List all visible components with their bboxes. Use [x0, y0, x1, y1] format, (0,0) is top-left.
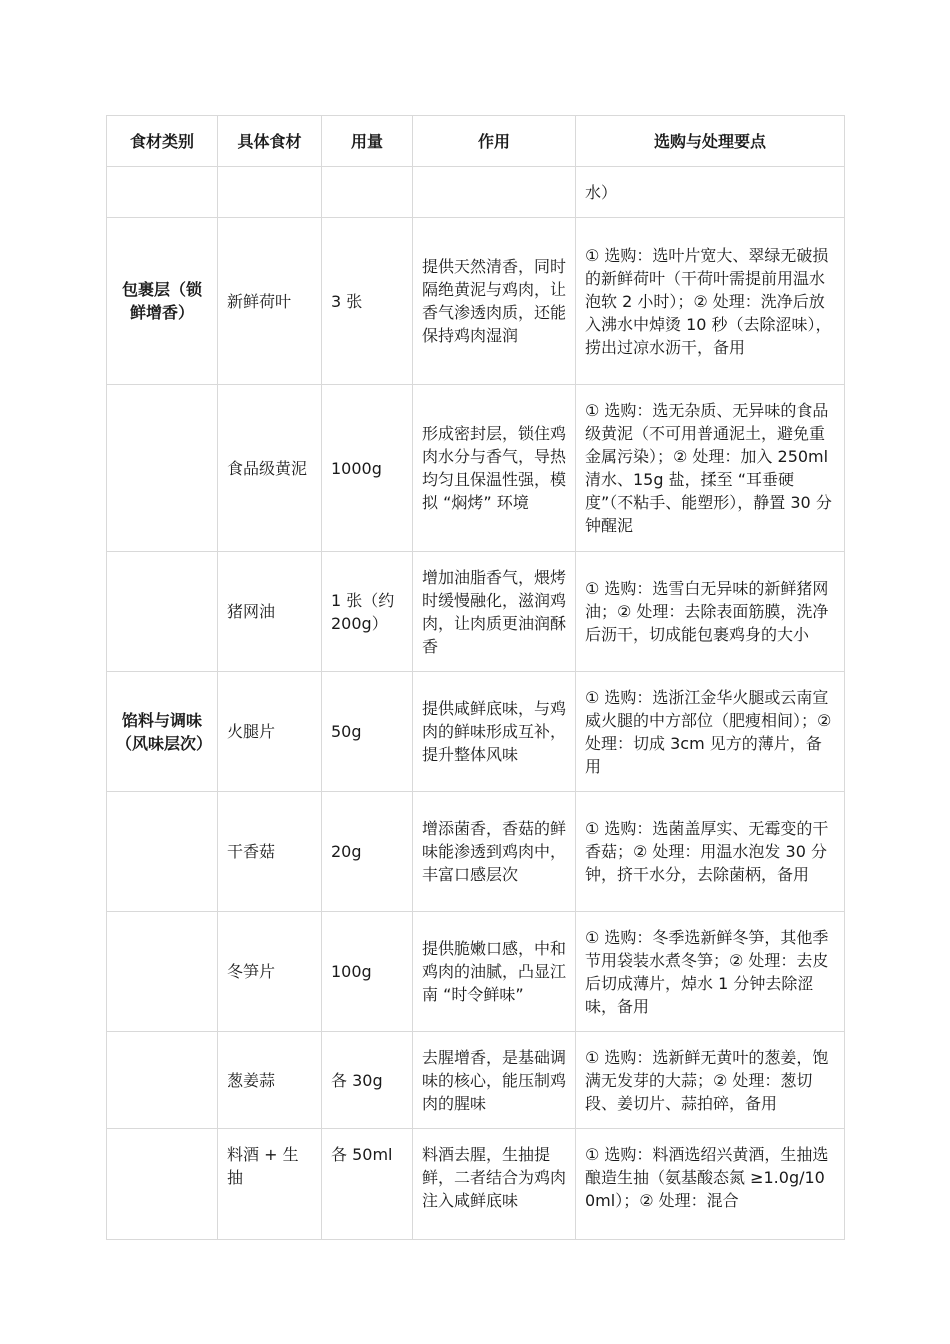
ingredient-cell: 料酒 + 生抽 — [218, 1129, 322, 1240]
tips-cell: ① 选购：选无杂质、无异味的食品级黄泥（不可用普通泥土，避免重金属污染）；② 处理：加入 250ml 清水、15g 盐，揉至 “耳垂硬度”（不粘手、能塑形），静置 30 分钟醒泥 — [576, 385, 845, 552]
header-category: 食材类别 — [107, 116, 218, 167]
amount-cell: 100g — [322, 912, 413, 1032]
category-cell — [107, 792, 218, 912]
category-cell: 馅料与调味（风味层次） — [107, 672, 218, 792]
ingredient-cell: 食品级黄泥 — [218, 385, 322, 552]
tips-cell: ① 选购：冬季选新鲜冬笋，其他季节用袋装水煮冬笋；② 处理：去皮后切成薄片，焯水 1 分钟去除涩味，备用 — [576, 912, 845, 1032]
amount-cell: 1 张（约 200g） — [322, 552, 413, 672]
tips-cell: ① 选购：选菌盖厚实、无霉变的干香菇；② 处理：用温水泡发 30 分钟，挤干水分，去除菌柄，备用 — [576, 792, 845, 912]
ingredient-cell: 火腿片 — [218, 672, 322, 792]
category-cell — [107, 385, 218, 552]
category-cell: 包裹层（锁鲜增香） — [107, 218, 218, 385]
table-row — [107, 167, 845, 218]
ingredients-table — [106, 115, 845, 1240]
category-cell — [107, 552, 218, 672]
table-row — [107, 218, 845, 385]
role-cell: 料酒去腥，生抽提鲜，二者结合为鸡肉注入咸鲜底味 — [413, 1129, 576, 1240]
tips-cell: ① 选购：料酒选绍兴黄酒，生抽选酿造生抽（氨基酸态氮 ≥1.0g/100ml）；② 处理：混合 — [576, 1129, 845, 1240]
tips-cell: 水） — [576, 167, 845, 218]
table-row — [107, 552, 845, 672]
ingredient-cell — [218, 167, 322, 218]
tips-cell: ① 选购：选雪白无异味的新鲜猪网油；② 处理：去除表面筋膜，洗净后沥干，切成能包裹鸡身的大小 — [576, 552, 845, 672]
role-cell: 形成密封层，锁住鸡肉水分与香气，导热均匀且保温性强，模拟 “焖烤” 环境 — [413, 385, 576, 552]
role-cell: 提供咸鲜底味，与鸡肉的鲜味形成互补，提升整体风味 — [413, 672, 576, 792]
table-row — [107, 792, 845, 912]
tips-cell: ① 选购：选叶片宽大、翠绿无破损的新鲜荷叶（干荷叶需提前用温水泡软 2 小时）；② 处理：洗净后放入沸水中焯烫 10 秒（去除涩味），捞出过凉水沥干，备用 — [576, 218, 845, 385]
table-row — [107, 1032, 845, 1129]
ingredient-cell: 冬笋片 — [218, 912, 322, 1032]
category-cell — [107, 1032, 218, 1129]
table-header-row — [107, 116, 845, 167]
table-row — [107, 385, 845, 552]
ingredient-cell: 新鲜荷叶 — [218, 218, 322, 385]
role-cell: 增加油脂香气，煨烤时缓慢融化，滋润鸡肉，让肉质更油润酥香 — [413, 552, 576, 672]
header-tips: 选购与处理要点 — [576, 116, 845, 167]
amount-cell: 20g — [322, 792, 413, 912]
table-row — [107, 1129, 845, 1240]
tips-cell: ① 选购：选浙江金华火腿或云南宣威火腿的中方部位（肥瘦相间）；② 处理：切成 3cm 见方的薄片，备用 — [576, 672, 845, 792]
role-cell: 提供脆嫩口感，中和鸡肉的油腻，凸显江南 “时令鲜味” — [413, 912, 576, 1032]
ingredient-cell: 猪网油 — [218, 552, 322, 672]
role-cell: 去腥增香，是基础调味的核心，能压制鸡肉的腥味 — [413, 1032, 576, 1129]
category-cell — [107, 912, 218, 1032]
role-cell — [413, 167, 576, 218]
ingredient-cell: 干香菇 — [218, 792, 322, 912]
header-ingredient: 具体食材 — [218, 116, 322, 167]
amount-cell: 50g — [322, 672, 413, 792]
table-row — [107, 912, 845, 1032]
category-cell — [107, 1129, 218, 1240]
role-cell: 增添菌香，香菇的鲜味能渗透到鸡肉中，丰富口感层次 — [413, 792, 576, 912]
tips-cell: ① 选购：选新鲜无黄叶的葱姜，饱满无发芽的大蒜；② 处理：葱切段、姜切片、蒜拍碎，备用 — [576, 1032, 845, 1129]
category-cell — [107, 167, 218, 218]
amount-cell — [322, 167, 413, 218]
table-row — [107, 672, 845, 792]
amount-cell: 各 30g — [322, 1032, 413, 1129]
header-amount: 用量 — [322, 116, 413, 167]
amount-cell: 各 50ml — [322, 1129, 413, 1240]
ingredient-cell: 葱姜蒜 — [218, 1032, 322, 1129]
role-cell: 提供天然清香，同时隔绝黄泥与鸡肉，让香气渗透肉质，还能保持鸡肉湿润 — [413, 218, 576, 385]
amount-cell: 3 张 — [322, 218, 413, 385]
amount-cell: 1000g — [322, 385, 413, 552]
header-role: 作用 — [413, 116, 576, 167]
